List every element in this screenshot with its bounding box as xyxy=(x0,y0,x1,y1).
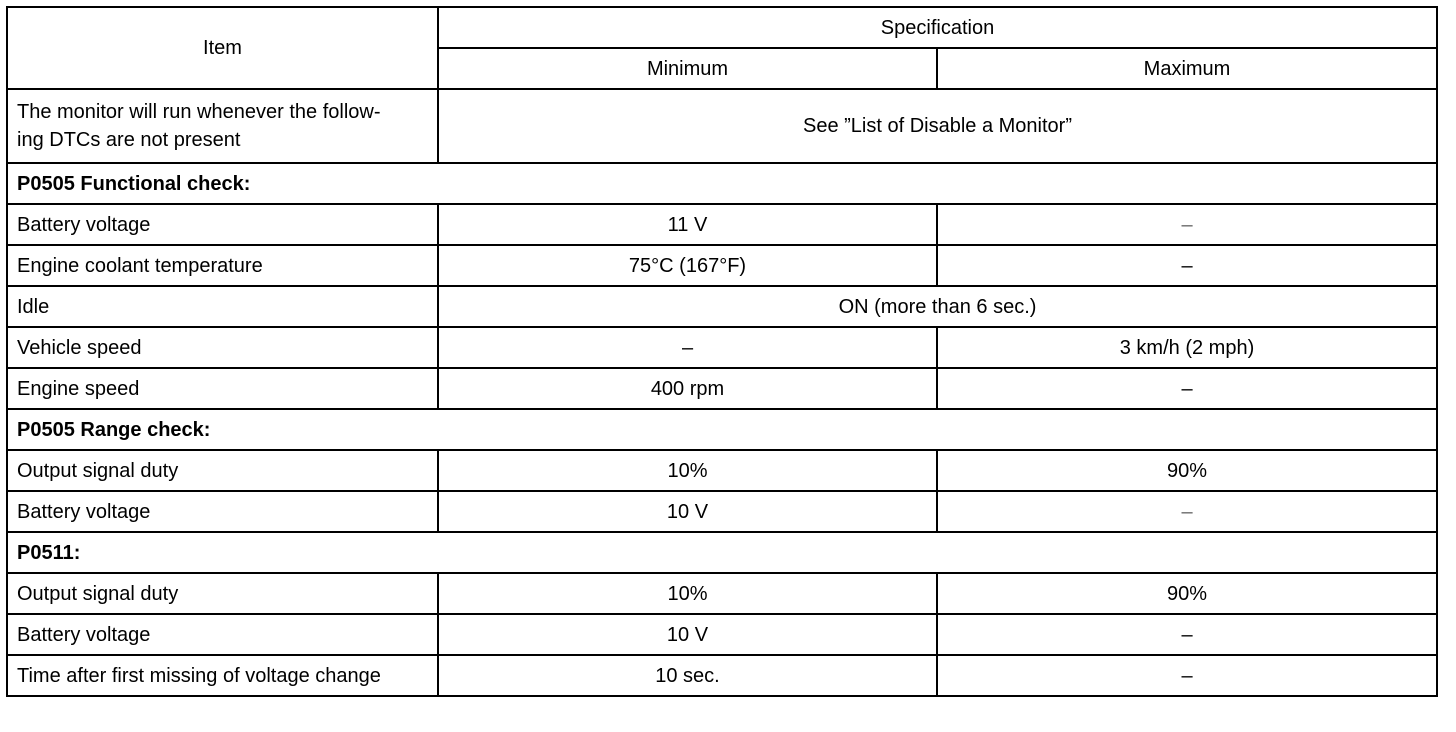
table-row xyxy=(7,245,1437,286)
table-header-row xyxy=(7,7,1437,48)
item-cell: Engine coolant temperature xyxy=(7,245,438,286)
specification-table xyxy=(6,6,1438,697)
spec-cell: ON (more than 6 sec.) xyxy=(438,286,1437,327)
section-title: P0511: xyxy=(7,532,1437,573)
item-cell xyxy=(7,89,438,163)
table-row xyxy=(7,327,1437,368)
table-row xyxy=(7,573,1437,614)
minimum-cell: 10% xyxy=(438,573,937,614)
maximum-cell: – xyxy=(937,368,1437,409)
section-row xyxy=(7,163,1437,204)
table-row xyxy=(7,286,1437,327)
table-row xyxy=(7,491,1437,532)
table-row xyxy=(7,655,1437,696)
minimum-cell: 11 V xyxy=(438,204,937,245)
maximum-cell: 90% xyxy=(937,573,1437,614)
minimum-cell: 10 sec. xyxy=(438,655,937,696)
maximum-cell: 3 km/h (2 mph) xyxy=(937,327,1437,368)
maximum-column-header: Maximum xyxy=(937,48,1437,89)
maximum-cell: – xyxy=(937,491,1437,532)
maximum-cell: – xyxy=(937,614,1437,655)
specification-column-header: Specification xyxy=(438,7,1437,48)
table-row xyxy=(7,89,1437,163)
table-row xyxy=(7,450,1437,491)
maximum-cell: – xyxy=(937,655,1437,696)
intro-item-line-2: ing DTCs are not present xyxy=(17,129,241,151)
item-cell: Output signal duty xyxy=(7,573,438,614)
section-title: P0505 Range check: xyxy=(7,409,1437,450)
item-cell: Battery voltage xyxy=(7,204,438,245)
maximum-cell: – xyxy=(937,204,1437,245)
table-row xyxy=(7,204,1437,245)
item-cell: Engine speed xyxy=(7,368,438,409)
minimum-cell: 400 rpm xyxy=(438,368,937,409)
minimum-cell: – xyxy=(438,327,937,368)
item-cell: Battery voltage xyxy=(7,491,438,532)
maximum-cell: 90% xyxy=(937,450,1437,491)
minimum-cell: 10 V xyxy=(438,491,937,532)
spec-cell: See ”List of Disable a Monitor” xyxy=(438,89,1437,163)
section-title: P0505 Functional check: xyxy=(7,163,1437,204)
maximum-cell: – xyxy=(937,245,1437,286)
table-row xyxy=(7,368,1437,409)
item-cell: Vehicle speed xyxy=(7,327,438,368)
item-column-header: Item xyxy=(7,7,438,89)
minimum-cell: 10 V xyxy=(438,614,937,655)
item-cell: Time after first missing of voltage change xyxy=(7,655,438,696)
item-cell: Output signal duty xyxy=(7,450,438,491)
intro-item-line-1: The monitor will run whenever the follow- xyxy=(17,101,381,123)
section-row xyxy=(7,409,1437,450)
section-row xyxy=(7,532,1437,573)
item-cell: Battery voltage xyxy=(7,614,438,655)
minimum-column-header: Minimum xyxy=(438,48,937,89)
minimum-cell: 10% xyxy=(438,450,937,491)
item-cell: Idle xyxy=(7,286,438,327)
table-row xyxy=(7,614,1437,655)
minimum-cell: 75°C (167°F) xyxy=(438,245,937,286)
